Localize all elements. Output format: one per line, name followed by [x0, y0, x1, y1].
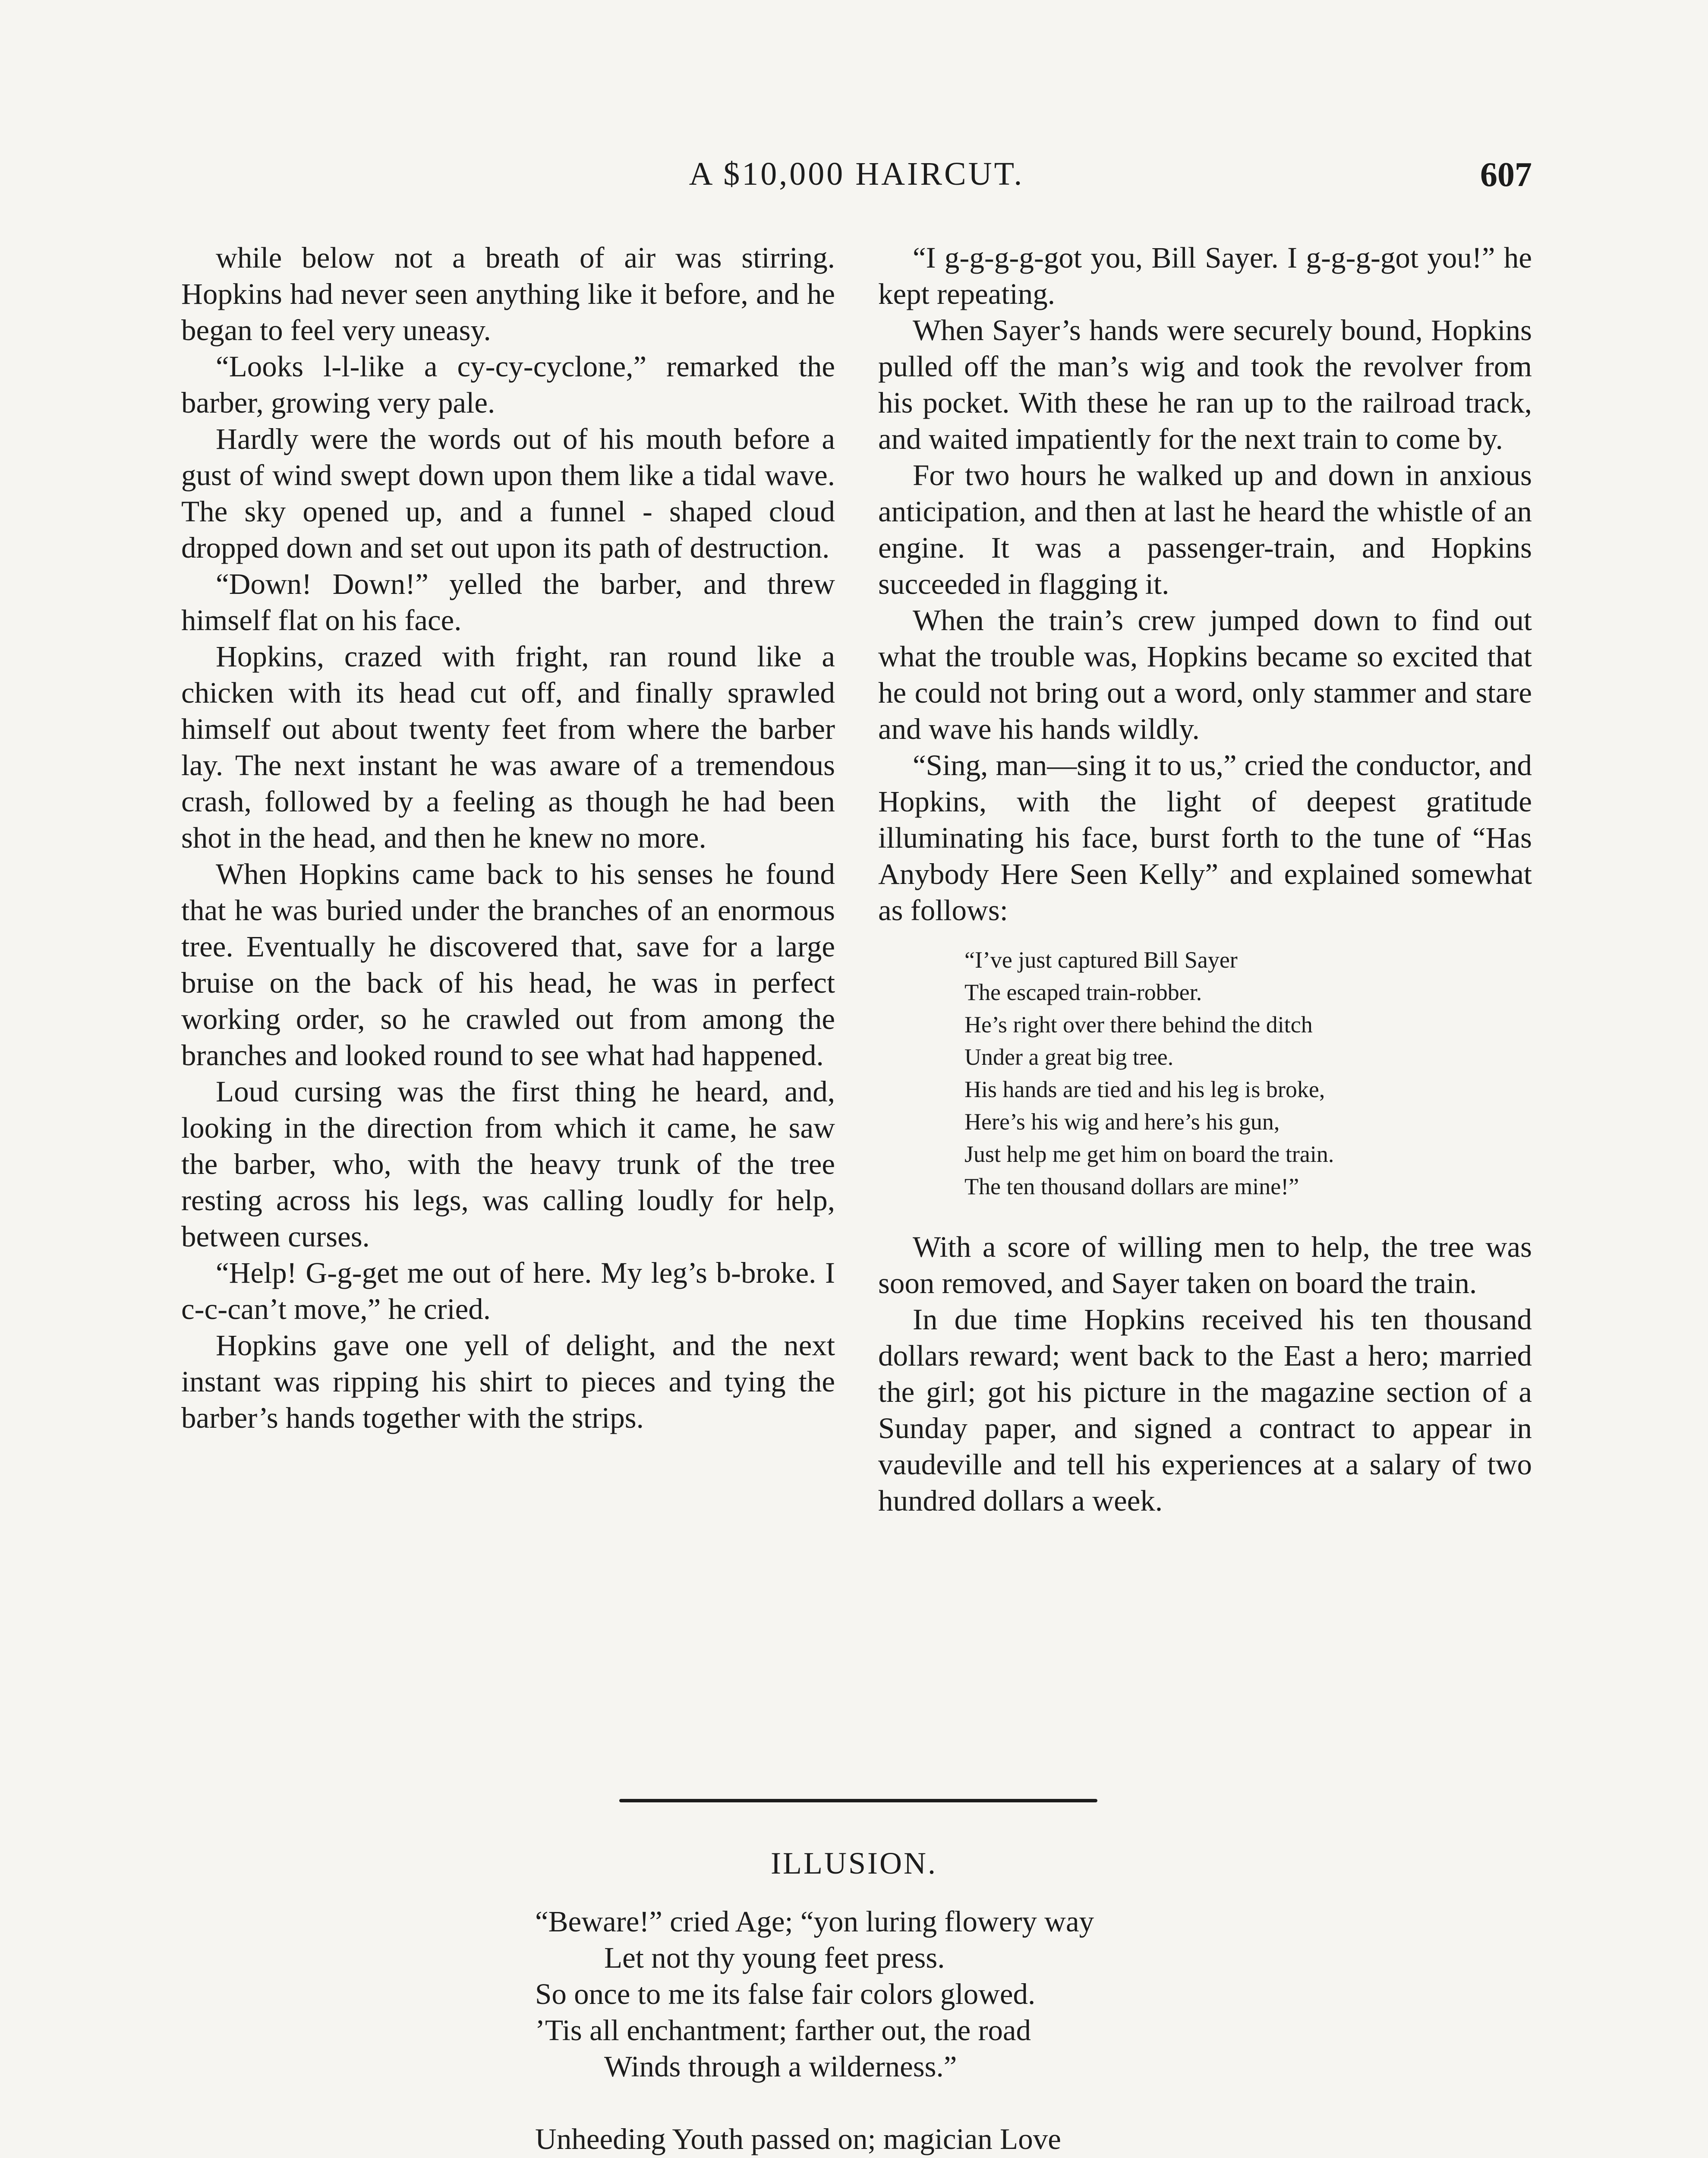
- paragraph: Hopkins gave one yell of delight, and the next instant was ripping his shirt to pieces and tying the barber’s hands together with the strips.: [181, 1329, 835, 1434]
- song-verse: [878, 944, 1532, 1203]
- paragraph: When Sayer’s hands were securely bound, Hopkins pulled off the man’s wig and took the revolver from his pocket. With these he ran up to the railroad track, and waited impatiently for the next train to come by.: [878, 314, 1532, 455]
- paragraph: With a score of willing men to help, the tree was soon removed, and Sayer taken on board the train.: [878, 1230, 1532, 1300]
- paragraph: Loud cursing was the first thing he heard, and, looking in the direction from which it came, he saw the barber, who, with the heavy trunk of the tree resting across his legs, was calling loudly for help, between curses.: [181, 1075, 835, 1253]
- right-column: [878, 240, 1532, 1519]
- song-line: Under a great big tree.: [964, 1044, 1174, 1070]
- paragraph: For two hours he walked up and down in anxious anticipation, and then at last he heard the whistle of an engine. It was a passenger-train, and Hopkins succeeded in flagging it.: [878, 459, 1532, 600]
- poem-line: Winds through a wilderness.”: [604, 2050, 957, 2083]
- paragraph: Hardly were the words out of his mouth before a gust of wind swept down upon them like a tidal wave. The sky opened up, and a funnel - shaped cloud dropped down and set out upon its path of destruction.: [181, 423, 835, 564]
- page-number: 607: [1480, 156, 1532, 194]
- song-line: Here’s his wig and here’s his gun,: [964, 1109, 1280, 1135]
- paragraph: “I g-g-g-g-got you, Bill Sayer. I g-g-g-got you!” he kept repeating.: [878, 241, 1532, 310]
- poem-line: Let not thy young feet press.: [604, 1941, 945, 1974]
- poem-stanza: [535, 1903, 1398, 2085]
- left-column: [181, 240, 835, 1436]
- poem-line: So once to me its false fair colors glowed.: [535, 1978, 1036, 2010]
- article-title: A $10,000 HAIRCUT.: [689, 156, 1024, 192]
- paragraph: while below not a breath of air was stirring. Hopkins had never seen anything like it before, and he began to feel very uneasy.: [181, 241, 835, 347]
- paragraph: When Hopkins came back to his senses he found that he was buried under the branches of an enormous tree. Eventually he discovered that, save for a large bruise on the back of his head, he was in perfect working order, so he crawled out from among the branches and looked round to see what had happened.: [181, 858, 835, 1072]
- paragraph: “Looks l-l-like a cy-cy-cyclone,” remarked the barber, growing very pale.: [181, 350, 835, 419]
- page-header: [181, 155, 1532, 211]
- poem-title: ILLUSION.: [771, 1846, 937, 1880]
- poem-line: Unheeding Youth passed on; magician Love: [535, 2123, 1061, 2155]
- song-line: “I’ve just captured Bill Sayer: [964, 947, 1238, 973]
- paragraph: When the train’s crew jumped down to find out what the trouble was, Hopkins became so excited that he could not bring out a word, only stammer and stare and wave his hands wildly.: [878, 604, 1532, 745]
- song-line: He’s right over there behind the ditch: [964, 1012, 1313, 1038]
- poem-stanza: [535, 2121, 1398, 2158]
- poem-line: ’Tis all enchantment; farther out, the road: [535, 2014, 1031, 2047]
- song-line: The ten thousand dollars are mine!”: [964, 1174, 1299, 1199]
- section-divider: [619, 1799, 1097, 1802]
- paragraph: Hopkins, crazed with fright, ran round like a chicken with its head cut off, and finally sprawled himself out about twenty feet from where the barber lay. The next instant he was aware of a tremendous crash, followed by a feeling as though he had been shot in the head, and then he knew no more.: [181, 640, 835, 854]
- paragraph: “Down! Down!” yelled the barber, and threw himself flat on his face.: [181, 568, 835, 637]
- song-line: The escaped train-robber.: [964, 979, 1202, 1005]
- paragraph: In due time Hopkins received his ten thousand dollars reward; went back to the East a hero; married the girl; got his picture in the magazine section of a Sunday paper, and signed a contract to appear in vaudeville and tell his experiences at a salary of two hundred dollars a week.: [878, 1303, 1532, 1517]
- paragraph: “Help! G-g-get me out of here. My leg’s b-broke. I c-c-can’t move,” he cried.: [181, 1256, 835, 1325]
- poem-line: “Beware!” cried Age; “yon luring flowery way: [535, 1905, 1094, 1938]
- song-line: His hands are tied and his leg is broke,: [964, 1076, 1325, 1102]
- song-line: Just help me get him on board the train.: [964, 1141, 1334, 1167]
- poem: [535, 1903, 1398, 2158]
- paragraph: “Sing, man—sing it to us,” cried the conductor, and Hopkins, with the light of deepest gratitude illuminating his face, burst forth to the tune of “Has Anybody Here Seen Kelly” and explained somewhat as follows:: [878, 749, 1532, 927]
